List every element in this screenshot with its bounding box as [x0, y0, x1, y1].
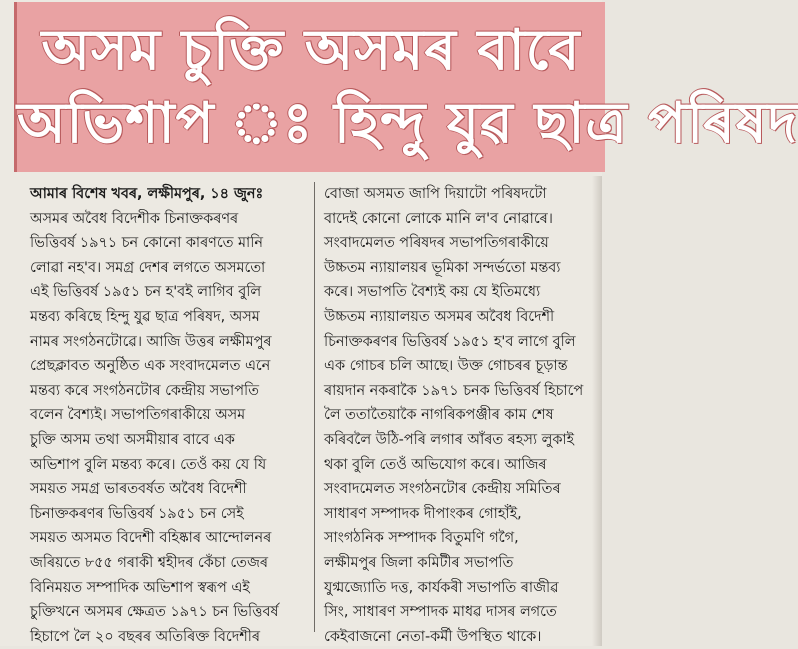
article-line: মন্তব্য কৰিছে হিন্দু যুৱ ছাত্ৰ পৰিষদ, অসম	[30, 308, 260, 325]
article-line: বিনিময়ত সম্পাদিক অভিশাপ স্বৰূপ এই	[30, 579, 250, 596]
headline-banner	[14, 2, 798, 172]
article-line: কৰে। সভাপতি বৈশ্যই কয় যে ইতিমধ্যে	[324, 284, 541, 301]
article-line: চিনাক্তকৰণৰ ভিত্তিবৰ্ষ ১৯৫১ হ'ব লাগে বুলি	[324, 333, 576, 350]
article-line: বলেন বৈশ্যই। সভাপতিগৰাকীয়ে অসম	[30, 407, 246, 424]
article-line: নামৰ সংগঠনটোৱে। আজি উত্তৰ লক্ষীমপুৰ	[30, 333, 272, 350]
article-line: সময়ত অসমত বিদেশী বহিষ্কাৰ আন্দোলনৰ	[30, 530, 272, 547]
article-line: ৰায়দান নকৰাকৈ ১৯৭১ চনক ভিত্তিবৰ্ষ হিচাপে	[324, 382, 584, 399]
article-line: লৈ ততাতৈয়াকৈ নাগৰিকপঞ্জীৰ কাম শেষ	[324, 407, 554, 424]
article-line: চুক্তি অসম তথা অসমীয়াৰ বাবে এক	[30, 431, 235, 448]
article-lead: আমাৰ বিশেষ খবৰ, লক্ষীমপুৰ, ১৪ জুনঃ	[30, 186, 264, 202]
headline-line-1: অসম চুক্তি অসমৰ বাবে	[41, 18, 581, 83]
article-column-1	[30, 182, 302, 649]
article-line: উচ্চতম ন্যায়ালয়ত অসমৰ অবৈধ বিদেশী	[324, 308, 555, 325]
headline-line-2: অভিশাপ ঃ হিন্দু যুৱ ছাত্ৰ পৰিষদ	[17, 91, 798, 156]
article-body	[8, 176, 602, 646]
article-line: বোজা অসমত জাপি দিয়াটো পৰিষদটো	[324, 186, 547, 202]
article-line: এক গোচৰ চলি আছে। উক্ত গোচৰৰ চূড়ান্ত	[324, 358, 568, 375]
article-line: যুগ্মজ্যোতি দত্ত, কাৰ্যকৰী সভাপতি ৰাজীৱ	[324, 579, 559, 596]
article-line: কেইবাজনো নেতা-কৰ্মী উপস্থিত থাকে।	[324, 628, 542, 645]
article-line: সময়ত সমগ্ৰ ভাৰতবৰ্ষত অবৈধ বিদেশী	[30, 481, 247, 498]
article-line: চিনাক্তকৰণৰ ভিত্তিবৰ্ষ ১৯৫১ চন সেই	[30, 505, 244, 522]
article-line: লক্ষীমপুৰ জিলা কমিটীৰ সভাপতি	[324, 554, 514, 571]
article-line: মন্তব্য কৰে সংগঠনটোৰ কেন্দ্ৰীয় সভাপতি	[30, 382, 259, 399]
article-line: হিচাপে লৈ ২০ বছৰৰ অতিৰিক্ত বিদেশীৰ	[30, 628, 261, 645]
article-line: থকা বুলি তেওঁ অভিযোগ কৰে। আজিৰ	[324, 456, 547, 473]
article-line: সংবাদমেলত সংগঠনটোৰ কেন্দ্ৰীয় সমিতিৰ	[324, 481, 561, 498]
article-line: সাধাৰণ সম্পাদক দীপাংকৰ গোহাঁই,	[324, 505, 522, 522]
article-line: বাদেই কোনো লোকে মানি ল'ব নোৱাৰে।	[324, 210, 553, 227]
page-edge-shadow	[592, 176, 602, 646]
article-line: এই ভিত্তিবৰ্ষ ১৯৫১ চন হ'বই লাগিব বুলি	[30, 284, 262, 301]
article-line: সংবাদমেলত পৰিষদৰ সভাপতিগৰাকীয়ে	[324, 235, 549, 252]
article-line: সিং, সাধাৰণ সম্পাদক মাধৱ দাসৰ লগতে	[324, 604, 557, 621]
article-line: জৰিয়তে ৮৫৫ গৰাকী শ্বহীদৰ কেঁচা তেজৰ	[30, 554, 268, 571]
article-line: কৰিবলৈ উঠি-পৰি লগাৰ আঁৰত ৰহস্য লুকাই	[324, 431, 575, 448]
article-line: ভিত্তিবৰ্ষ ১৯৭১ চন কোনো কাৰণতে মানি	[30, 235, 263, 252]
article-line: উচ্চতম ন্যায়ালয়ৰ ভূমিকা সন্দৰ্ভতো মন্তব্য	[324, 259, 561, 276]
article-line: অসমৰ অবৈধ বিদেশীক চিনাক্তকৰণৰ	[30, 210, 239, 227]
article-line: প্ৰেছক্লাবত অনুষ্ঠিত এক সংবাদমেলত এনে	[30, 358, 271, 375]
article-line: চুক্তিখনে অসমৰ ক্ষেত্ৰত ১৯৭১ চন ভিত্তিবৰ্ষ	[30, 604, 279, 621]
article-column-2	[324, 182, 598, 649]
column-divider	[314, 182, 315, 632]
article-line: লোৱা নহ'ব। সমগ্ৰ দেশৰ লগতে অসমতো	[30, 259, 266, 276]
article-line: অভিশাপ বুলি মন্তব্য কৰে। তেওঁ কয় যে যি	[30, 456, 267, 473]
article-line: সাংগঠনিক সম্পাদক বিতুমণি গগৈ,	[324, 530, 519, 547]
